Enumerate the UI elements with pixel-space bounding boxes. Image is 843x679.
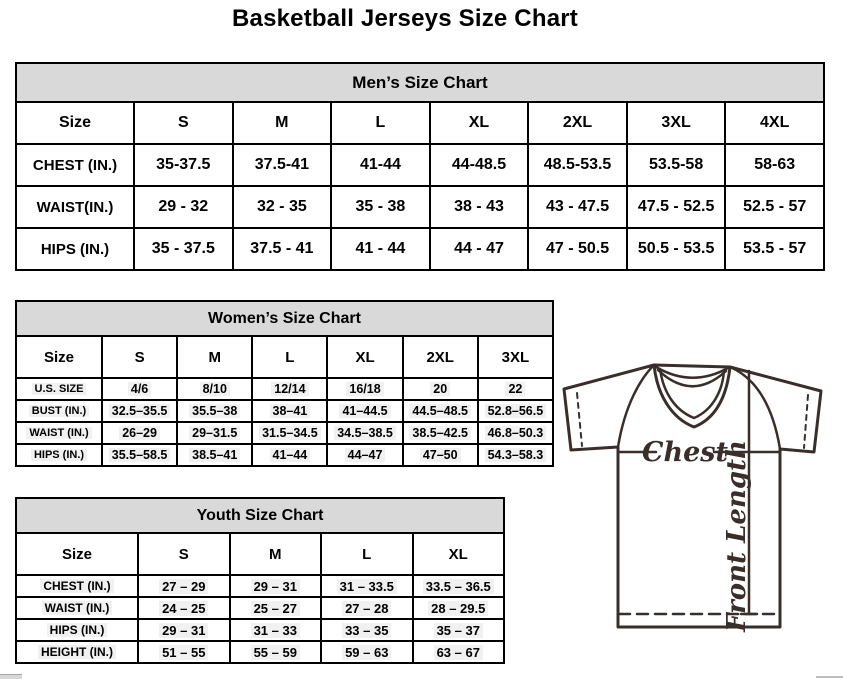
- value-cell: 31 – 33.5: [321, 575, 413, 597]
- youth-table-title: Youth Size Chart: [15, 497, 505, 532]
- value-cell: 29 - 32: [134, 186, 233, 228]
- womens-table: [15, 335, 554, 467]
- size-column-header: S: [138, 533, 230, 575]
- table-row: [16, 575, 504, 597]
- jersey-svg: [553, 358, 841, 634]
- value-cell: 44.5–48.5: [403, 400, 478, 422]
- value-cell: 26–29: [102, 422, 177, 444]
- value-cell: 53.5-58: [627, 144, 726, 186]
- value-cell: 41 - 44: [331, 228, 430, 270]
- row-label-cell: HEIGHT (IN.): [16, 641, 138, 663]
- size-label-cell: Size: [16, 102, 134, 144]
- value-cell: 12/14: [252, 378, 327, 400]
- value-cell: 24 – 25: [138, 597, 230, 619]
- value-cell: 33 – 35: [321, 619, 413, 641]
- row-label-cell: WAIST (IN.): [16, 422, 102, 444]
- value-cell: 20: [403, 378, 478, 400]
- size-column-header: 3XL: [627, 102, 726, 144]
- page-title: Basketball Jerseys Size Chart: [232, 5, 578, 32]
- value-cell: 35 - 37.5: [134, 228, 233, 270]
- jersey-diagram: [553, 358, 841, 634]
- value-cell: 35 – 37: [413, 619, 505, 641]
- value-cell: 35 - 38: [331, 186, 430, 228]
- row-label-cell: WAIST(IN.): [16, 186, 134, 228]
- table-row: [16, 422, 553, 444]
- value-cell: 28 – 29.5: [413, 597, 505, 619]
- value-cell: 25 – 27: [230, 597, 322, 619]
- value-cell: 58-63: [725, 144, 824, 186]
- value-cell: 37.5 - 41: [233, 228, 332, 270]
- table-row: [16, 144, 824, 186]
- value-cell: 51 – 55: [138, 641, 230, 663]
- table-row: [16, 641, 504, 663]
- value-cell: 35.5–58.5: [102, 444, 177, 466]
- value-cell: 31.5–34.5: [252, 422, 327, 444]
- value-cell: 27 – 28: [321, 597, 413, 619]
- size-column-header: M: [233, 102, 332, 144]
- size-column-header: L: [321, 533, 413, 575]
- value-cell: 32 - 35: [233, 186, 332, 228]
- value-cell: 47–50: [403, 444, 478, 466]
- row-label-cell: CHEST (IN.): [16, 144, 134, 186]
- value-cell: 4/6: [102, 378, 177, 400]
- bottom-left-fragment: [0, 674, 22, 679]
- youth-size-table: [15, 497, 505, 664]
- value-cell: 27 – 29: [138, 575, 230, 597]
- size-column-header: S: [134, 102, 233, 144]
- value-cell: 50.5 - 53.5: [627, 228, 726, 270]
- table-row: [16, 378, 553, 400]
- table-row: [16, 444, 553, 466]
- size-header-row: [16, 533, 504, 575]
- size-header-row: [16, 336, 553, 378]
- mens-table-title: Men’s Size Chart: [15, 62, 825, 101]
- value-cell: 44 - 47: [430, 228, 529, 270]
- jersey-outline: [564, 365, 821, 627]
- value-cell: 46.8–50.3: [478, 422, 553, 444]
- value-cell: 31 – 33: [230, 619, 322, 641]
- size-column-header: M: [230, 533, 322, 575]
- value-cell: 43 - 47.5: [528, 186, 627, 228]
- row-label-cell: HIPS (IN.): [16, 619, 138, 641]
- size-label-cell: Size: [16, 336, 102, 378]
- size-column-header: 2XL: [528, 102, 627, 144]
- size-column-header: S: [102, 336, 177, 378]
- bottom-right-fragment: [816, 676, 843, 678]
- value-cell: 41–44: [252, 444, 327, 466]
- value-cell: 38.5–41: [177, 444, 252, 466]
- size-column-header: 3XL: [478, 336, 553, 378]
- size-column-header: L: [252, 336, 327, 378]
- right-cuff-dashed-seam: [804, 395, 808, 448]
- size-column-header: 2XL: [403, 336, 478, 378]
- value-cell: 22: [478, 378, 553, 400]
- size-column-header: 4XL: [725, 102, 824, 144]
- value-cell: 34.5–38.5: [327, 422, 402, 444]
- row-label-cell: CHEST (IN.): [16, 575, 138, 597]
- youth-table: [15, 532, 505, 664]
- size-column-header: XL: [327, 336, 402, 378]
- value-cell: 38–41: [252, 400, 327, 422]
- table-row: [16, 228, 824, 270]
- table-row: [16, 400, 553, 422]
- table-row: [16, 597, 504, 619]
- front-length-label: Front Length: [722, 440, 752, 632]
- value-cell: 29 – 31: [138, 619, 230, 641]
- chest-label: Chest: [642, 437, 728, 468]
- value-cell: 48.5-53.5: [528, 144, 627, 186]
- value-cell: 35-37.5: [134, 144, 233, 186]
- jersey-neck-top-edge: [654, 365, 730, 367]
- value-cell: 44–47: [327, 444, 402, 466]
- value-cell: 54.3–58.3: [478, 444, 553, 466]
- size-header-row: [16, 102, 824, 144]
- value-cell: 29 – 31: [230, 575, 322, 597]
- row-label-cell: U.S. SIZE: [16, 378, 102, 400]
- row-label-cell: BUST (IN.): [16, 400, 102, 422]
- value-cell: 52.5 - 57: [725, 186, 824, 228]
- value-cell: 32.5–35.5: [102, 400, 177, 422]
- value-cell: 35.5–38: [177, 400, 252, 422]
- value-cell: 59 – 63: [321, 641, 413, 663]
- value-cell: 63 – 67: [413, 641, 505, 663]
- value-cell: 33.5 – 36.5: [413, 575, 505, 597]
- value-cell: 53.5 - 57: [725, 228, 824, 270]
- value-cell: 44-48.5: [430, 144, 529, 186]
- table-row: [16, 619, 504, 641]
- value-cell: 41–44.5: [327, 400, 402, 422]
- left-cuff-dashed-seam: [577, 393, 582, 446]
- mens-size-table: [15, 62, 825, 271]
- value-cell: 55 – 59: [230, 641, 322, 663]
- value-cell: 52.8–56.5: [478, 400, 553, 422]
- size-label-cell: Size: [16, 533, 138, 575]
- value-cell: 8/10: [177, 378, 252, 400]
- row-label-cell: WAIST (IN.): [16, 597, 138, 619]
- value-cell: 38.5–42.5: [403, 422, 478, 444]
- value-cell: 38 - 43: [430, 186, 529, 228]
- row-label-cell: HIPS (IN.): [16, 228, 134, 270]
- womens-size-table: [15, 300, 554, 467]
- table-row: [16, 186, 824, 228]
- value-cell: 41-44: [331, 144, 430, 186]
- womens-table-title: Women’s Size Chart: [15, 300, 554, 335]
- size-column-header: XL: [430, 102, 529, 144]
- value-cell: 16/18: [327, 378, 402, 400]
- value-cell: 29–31.5: [177, 422, 252, 444]
- size-column-header: XL: [413, 533, 505, 575]
- value-cell: 47 - 50.5: [528, 228, 627, 270]
- row-label-cell: HIPS (IN.): [16, 444, 102, 466]
- mens-table: [15, 101, 825, 271]
- size-column-header: L: [331, 102, 430, 144]
- value-cell: 37.5-41: [233, 144, 332, 186]
- size-column-header: M: [177, 336, 252, 378]
- left-armhole-seam: [618, 365, 654, 447]
- value-cell: 47.5 - 52.5: [627, 186, 726, 228]
